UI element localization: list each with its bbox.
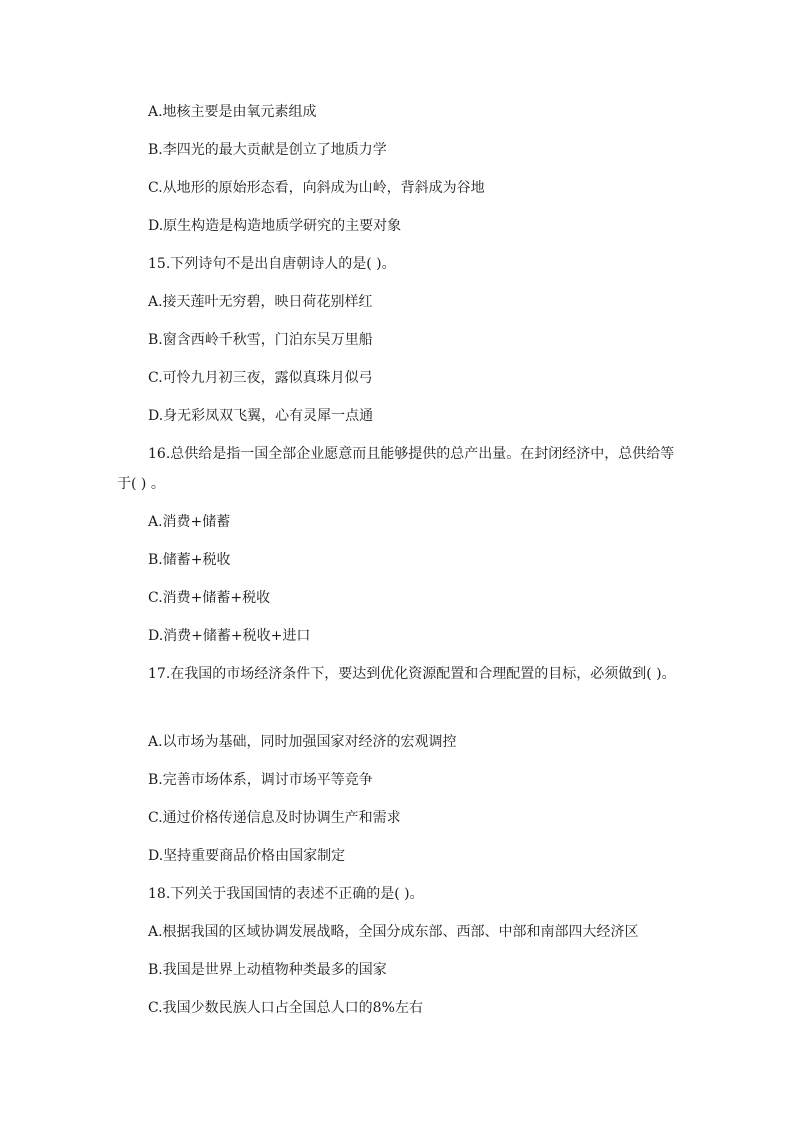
option-line: B.李四光的最大贡献是创立了地质力学 — [148, 142, 387, 158]
option-line: B.完善市场体系，调讨市场平等竞争 — [148, 772, 373, 788]
option-line: D.身无彩凤双飞翼，心有灵犀一点通 — [148, 408, 374, 424]
option-line: A.根据我国的区域协调发展战略，全国分成东部、西部、中部和南部四大经济区 — [148, 924, 639, 940]
option-line: C.通过价格传递信息及时协调生产和需求 — [148, 810, 401, 826]
question-line: 18.下列关于我国国情的表述不正确的是( )。 — [148, 886, 424, 902]
question-line: 17.在我国的市场经济条件下，要达到优化资源配置和合理配置的目标，必须做到( )。 — [148, 666, 676, 682]
option-line: B.窗含西岭千秋雪，门泊东吴万里船 — [148, 332, 373, 348]
option-line: B.我国是世界上动植物种类最多的国家 — [148, 962, 387, 978]
question-line: 16.总供给是指一国全部企业愿意而且能够提供的总产出量。在封闭经济中，总供给等 — [148, 446, 675, 462]
option-line: C.可怜九月初三夜，露似真珠月似弓 — [148, 370, 373, 386]
option-line: D.原生构造是构造地质学研究的主要对象 — [148, 218, 402, 234]
option-line: D.消费+储蓄+税收+进口 — [148, 628, 311, 644]
option-line: C.从地形的原始形态看，向斜成为山岭，背斜成为谷地 — [148, 180, 485, 196]
option-line: C.消费+储蓄+税收 — [148, 590, 271, 606]
option-line: A.消费+储蓄 — [148, 514, 231, 530]
question-line: 15.下列诗句不是出自唐朝诗人的是( )。 — [148, 256, 396, 272]
option-line: A.接天莲叶无穷碧，映日荷花别样红 — [148, 294, 373, 310]
option-line: C.我国少数民族人口占全国总人口的8%左右 — [148, 1000, 423, 1016]
option-line: A.地核主要是由氧元素组成 — [148, 104, 317, 120]
question-continuation-line: 于( ) 。 — [117, 476, 165, 492]
option-line: A.以市场为基础，同时加强国家对经济的宏观调控 — [148, 734, 457, 750]
option-line: B.储蓄+税收 — [148, 552, 231, 568]
option-line: D.坚持重要商品价格由国家制定 — [148, 848, 346, 864]
